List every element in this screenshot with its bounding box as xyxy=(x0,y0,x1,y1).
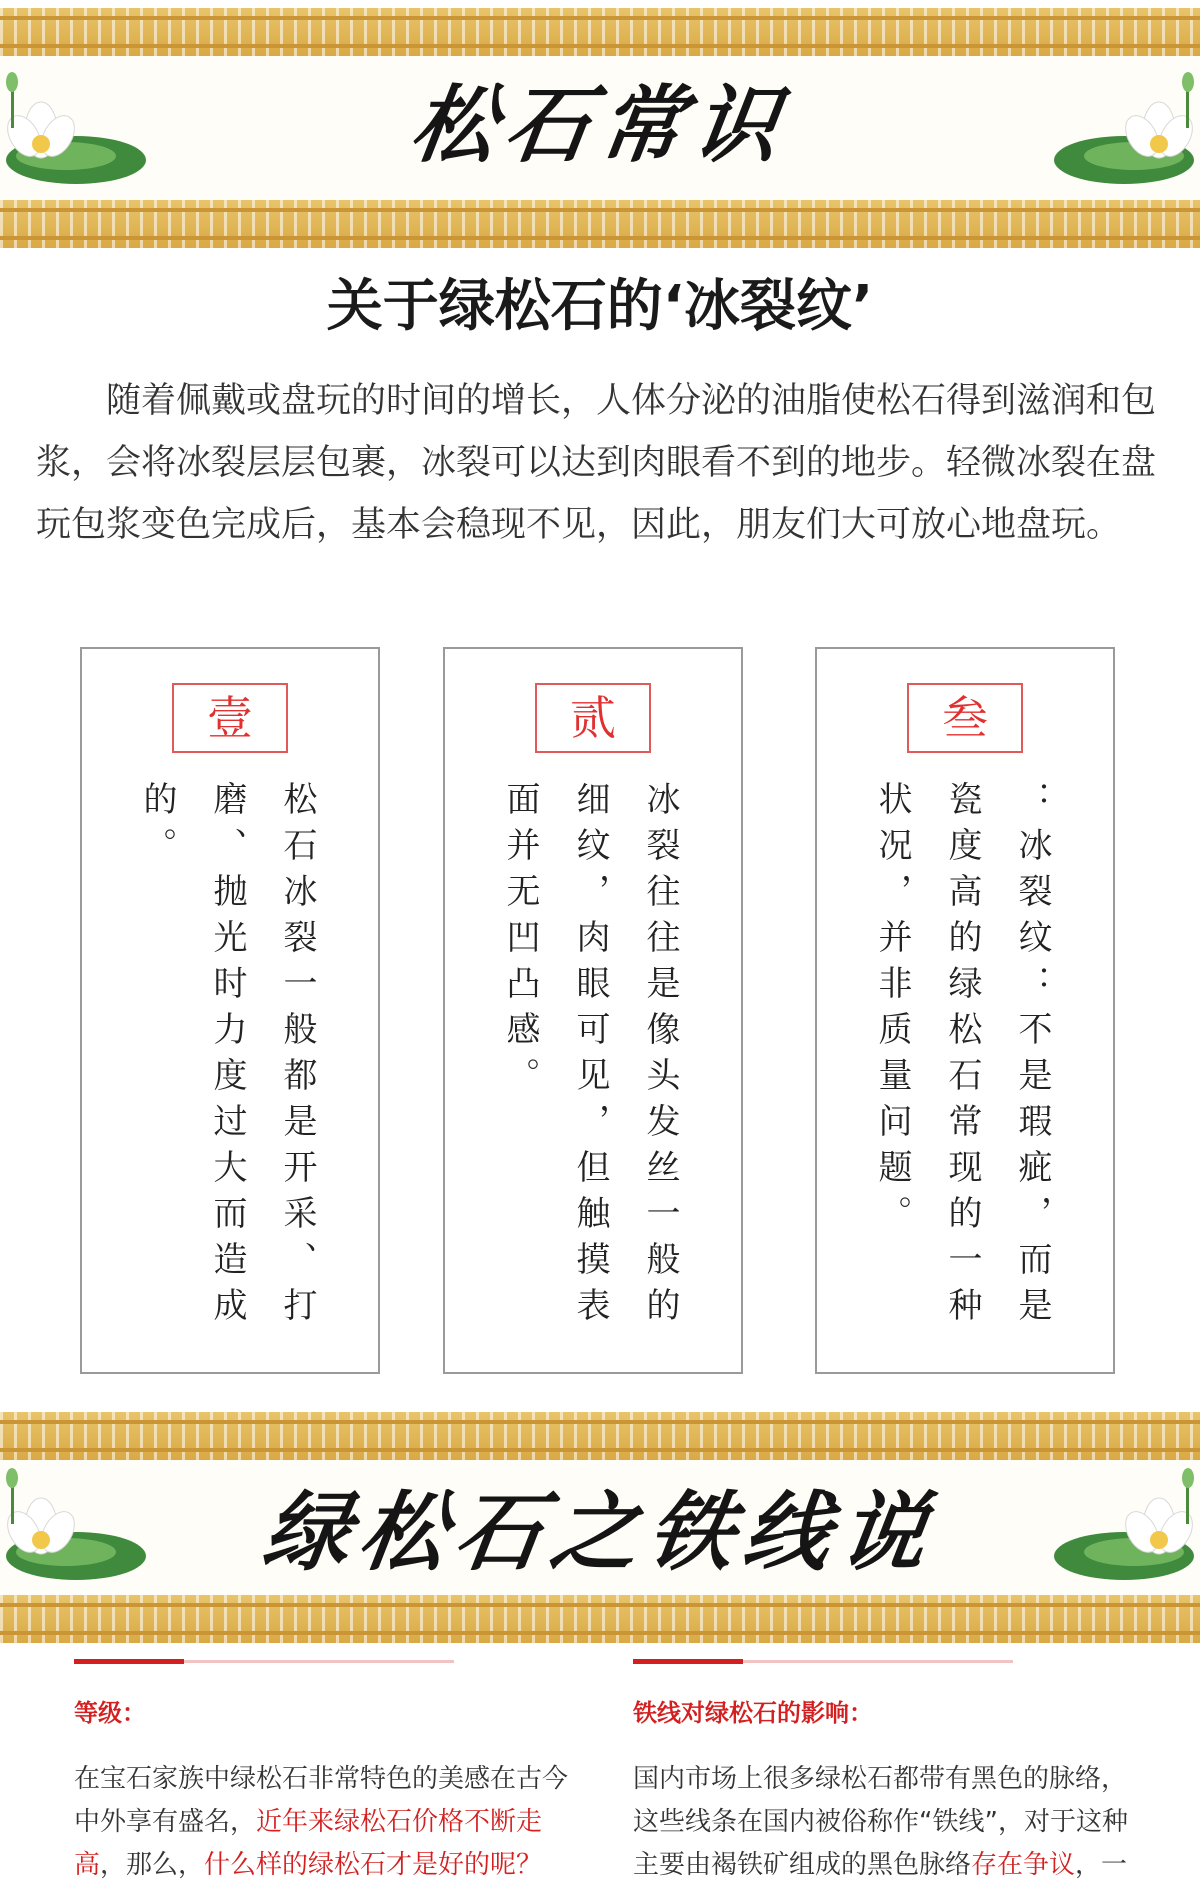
iron-line-text-a: 国内市场上很多绿松石都带有黑色的脉络，这些线条在国内被俗称作“铁线”，对于这种主要由褐铁矿组成的黑色脉络 xyxy=(633,1764,1128,1880)
header-title-1: 松石常识 xyxy=(405,75,796,174)
grade-text-a: 在宝石家族中绿松石非常特色的美感在古今中外享有盛名， xyxy=(74,1764,569,1837)
decorative-border-top xyxy=(0,8,1200,56)
grade-paragraph xyxy=(74,1758,574,1887)
seal-3: 叁 xyxy=(907,683,1023,753)
grade-heading: 等级： xyxy=(74,1699,146,1727)
iron-line-paragraph xyxy=(633,1758,1133,1887)
panel-2-text: 冰裂往往是像头发丝一般的细纹，肉眼可见，但触摸表面并无凹凸感。 xyxy=(500,781,680,1333)
seal-2: 贰 xyxy=(535,683,651,753)
grade-highlight-2: 什么样的绿松石才是好的呢？ xyxy=(204,1850,543,1880)
decorative-border-bottom xyxy=(0,200,1200,248)
panel-1-text: 松石冰裂一般都是开采、打磨、抛光时力度过大而造成的。 xyxy=(137,781,317,1333)
iron-line-heading: 铁线对绿松石的影响： xyxy=(633,1699,873,1727)
iron-line-section xyxy=(633,1660,1133,1887)
section-heading: 关于绿松石的‘冰裂纹’ xyxy=(326,274,874,339)
panel-3 xyxy=(815,647,1115,1374)
header-title-2: 绿松石之铁线说 xyxy=(256,1482,944,1583)
grade-section-rule xyxy=(74,1660,454,1663)
seal-1: 壹 xyxy=(172,683,288,753)
panel-1 xyxy=(80,647,380,1374)
iron-line-section-rule xyxy=(633,1660,1013,1663)
iron-line-text-c: ，一 xyxy=(1075,1850,1128,1880)
intro-paragraph: 随着佩戴或盘玩的时间的增长，人体分泌的油脂使松石得到滋润和包浆，会将冰裂层层包裹，冰裂可以达到肉眼看不到的地步。轻微冰裂在盘玩包浆变色完成后，基本会稳现不见，因此，朋友们大可放心地盘玩。 xyxy=(36,381,1157,545)
grade-highlight-1: 近年来绿松石价格不断走高 xyxy=(74,1807,543,1880)
panel-2 xyxy=(443,647,743,1374)
grade-text-c: ，那么， xyxy=(100,1850,205,1880)
iron-line-highlight: 存在争议 xyxy=(971,1850,1076,1880)
grade-section xyxy=(74,1660,574,1887)
decorative-border-top-2 xyxy=(0,1412,1200,1460)
decorative-border-bottom-2 xyxy=(0,1595,1200,1643)
panel-3-text: ：冰裂纹：不是瑕疵，而是瓷度高的绿松石常现的一种状况，并非质量问题。 xyxy=(872,781,1052,1333)
